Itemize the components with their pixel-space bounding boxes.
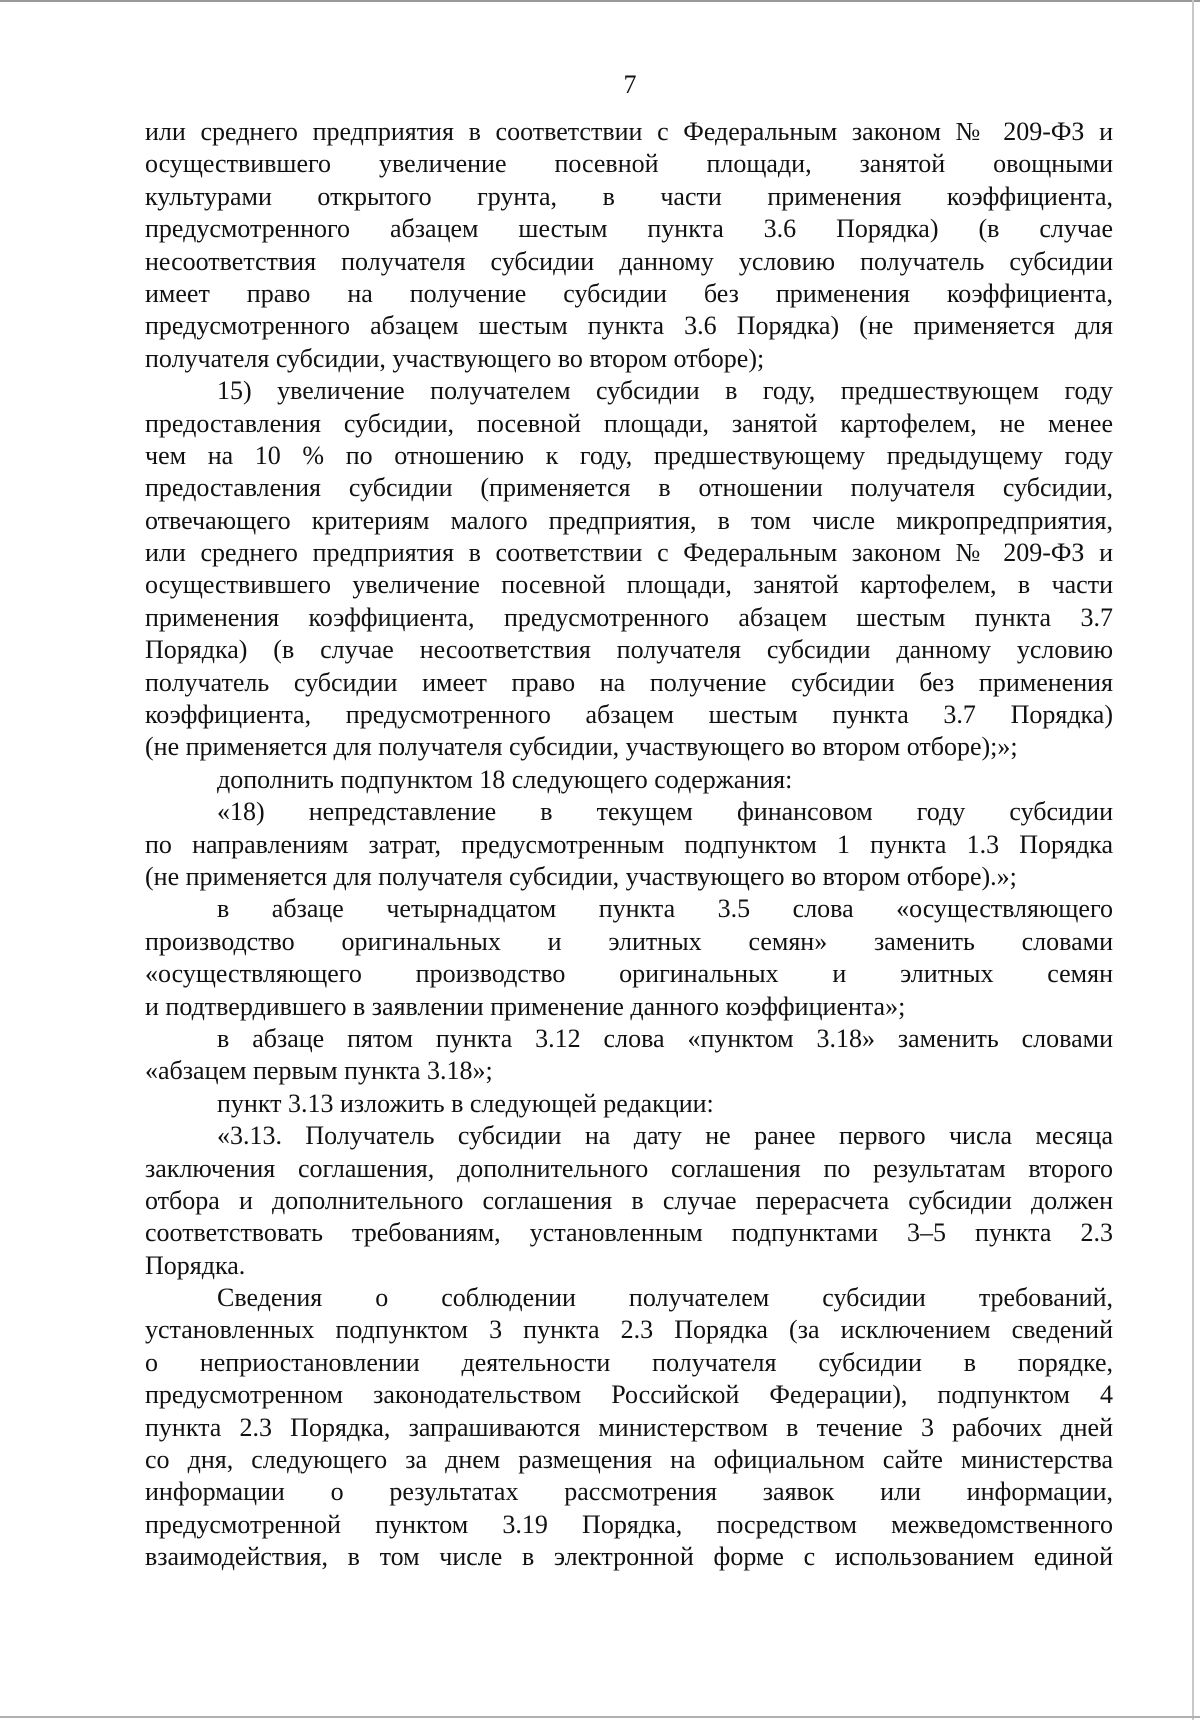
text-line: или среднего предприятия в соответствии с Федеральным законом № 209-ФЗ и <box>145 117 1113 146</box>
text-line: предусмотренного абзацем шестым пункта 3.6 Порядка) (в случае <box>145 214 1113 244</box>
text-line: Порядка) (в случае несоответствия получателя субсидии данному условию <box>145 635 1113 665</box>
text-line: «3.13. Получатель субсидии на дату не ранее первого числа месяца <box>217 1121 1113 1151</box>
text-line: получателя субсидии, участвующего во втором отборе); <box>145 343 765 373</box>
text-line: 15) увеличение получателем субсидии в году, предшествующем году <box>217 376 1113 406</box>
text-line: отвечающего критериям малого предприятия, в том числе микропредприятия, <box>145 505 1113 535</box>
text-line: чем на 10 % по отношению к году, предшествующему предыдущему году <box>145 440 1113 470</box>
text-line: Порядка. <box>145 1250 246 1280</box>
text-line: и подтвердившего в заявлении применение данного коэффициента»; <box>145 991 906 1021</box>
text-line: со дня, следующего за днем размещения на официальном сайте министерства <box>145 1445 1113 1475</box>
text-line: осуществившего увеличение посевной площади, занятой картофелем, в части <box>145 570 1113 600</box>
text-line: или среднего предприятия в соответствии с Федеральным законом № 209-ФЗ и <box>145 538 1113 568</box>
text-line: отбора и дополнительного соглашения в случае перерасчета субсидии должен <box>145 1185 1113 1215</box>
text-line: о неприостановлении деятельности получателя субсидии в порядке, <box>145 1347 1113 1377</box>
text-line: «осуществляющего производство оригинальных и элитных семян <box>145 959 1113 989</box>
text-line: в абзаце пятом пункта 3.12 слова «пунктом 3.18» заменить словами <box>217 1023 1113 1053</box>
text-line: культурами открытого грунта, в части применения коэффициента, <box>145 181 1113 211</box>
text-line: предусмотренной пунктом 3.19 Порядка, посредством межведомственного <box>145 1509 1113 1539</box>
document-body <box>145 116 1113 1574</box>
text-line: информации о результатах рассмотрения заявок или информации, <box>145 1477 1113 1507</box>
text-line: дополнить подпунктом 18 следующего содержания: <box>217 764 793 794</box>
text-line: имеет право на получение субсидии без применения коэффициента, <box>145 278 1113 308</box>
text-line: Сведения о соблюдении получателем субсидии требований, <box>217 1283 1113 1313</box>
page-number: 7 <box>623 70 637 99</box>
text-line: заключения соглашения, дополнительного соглашения по результатам второго <box>145 1153 1113 1183</box>
text-line: несоответствия получателя субсидии данному условию получатель субсидии <box>145 246 1113 276</box>
text-line: (не применяется для получателя субсидии, участвующего во втором отборе);»; <box>145 732 1018 762</box>
text-line: (не применяется для получателя субсидии, участвующего во втором отборе).»; <box>145 861 1017 891</box>
text-line: производство оригинальных и элитных семян» заменить словами <box>145 926 1113 956</box>
scan-edge-bottom <box>0 1716 1200 1718</box>
text-line: получатель субсидии имеет право на получение субсидии без применения <box>145 667 1113 697</box>
text-line: коэффициента, предусмотренного абзацем шестым пункта 3.7 Порядка) <box>145 700 1113 730</box>
text-line: осуществившего увеличение посевной площади, занятой овощными <box>145 149 1113 179</box>
text-line: «абзацем первым пункта 3.18»; <box>145 1056 493 1086</box>
scan-edge-top <box>0 0 1200 2</box>
text-line: соответствовать требованиям, установленным подпунктами 3–5 пункта 2.3 <box>145 1218 1113 1248</box>
text-line: установленных подпунктом 3 пункта 2.3 Порядка (за исключением сведений <box>145 1315 1113 1345</box>
text-line: взаимодействия, в том числе в электронной форме с использованием единой <box>145 1542 1113 1572</box>
text-line: предоставления субсидии, посевной площади, занятой картофелем, не менее <box>145 408 1113 438</box>
text-line: предусмотренном законодательством Российской Федерации), подпунктом 4 <box>145 1380 1113 1410</box>
text-line: предоставления субсидии (применяется в отношении получателя субсидии, <box>145 473 1113 503</box>
text-line: пункт 3.13 изложить в следующей редакции: <box>217 1088 714 1118</box>
text-line: применения коэффициента, предусмотренного абзацем шестым пункта 3.7 <box>145 602 1113 632</box>
text-line: по направлениям затрат, предусмотренным подпунктом 1 пункта 1.3 Порядка <box>145 829 1113 859</box>
text-line: пункта 2.3 Порядка, запрашиваются министерством в течение 3 рабочих дней <box>145 1412 1113 1442</box>
text-line: «18) непредставление в текущем финансовом году субсидии <box>217 797 1113 827</box>
scan-edge-right <box>1192 0 1194 1720</box>
text-line: предусмотренного абзацем шестым пункта 3.6 Порядка) (не применяется для <box>145 311 1113 341</box>
text-line: в абзаце четырнадцатом пункта 3.5 слова «осуществляющего <box>217 894 1113 924</box>
